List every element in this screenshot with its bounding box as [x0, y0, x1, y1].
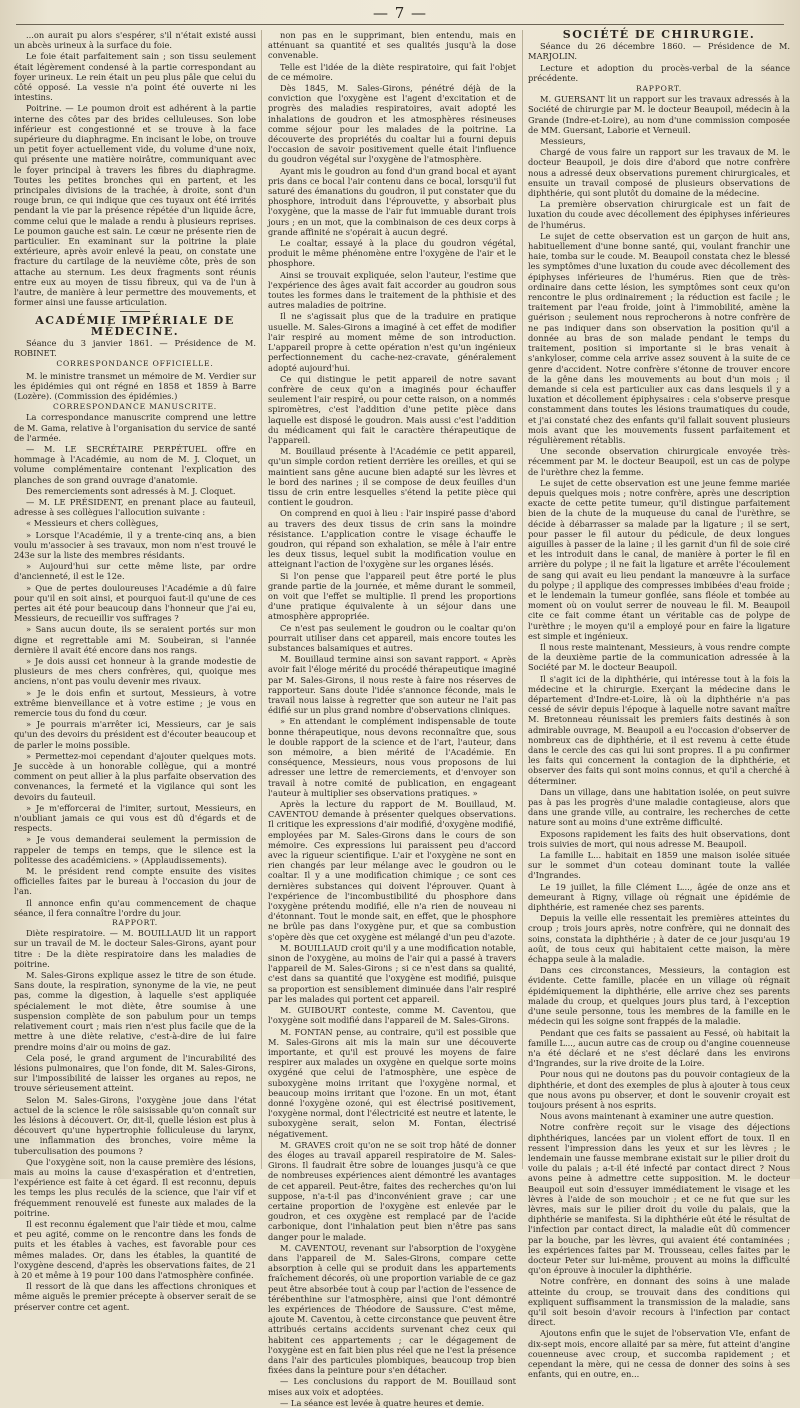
paragraph: Telle est l'idée de la diète respiratoire, qui fait l'objet de ce mémoire.: [268, 61, 516, 82]
paragraph: » Lorsque l'Académie, il y a trente-cinq ans, a bien voulu m'associer à ses travaux, mon nom n'est trouvé le 243e sur la liste des membres résidants.: [14, 529, 256, 560]
paragraph: Ce n'est pas seulement le goudron ou le coaltar qu'on pourrait utiliser dans cet appareil, mais encore toutes les substances balsamiques et autres.: [268, 622, 516, 653]
autopsy-report: [14, 30, 256, 307]
report-continuation: [268, 30, 516, 1408]
paragraph: Ce qui distingue le petit appareil de notre savant confrère de ceux qu'on a imaginés pour échauffer seulement l'air respiré, ou pour cette raison, on a nommés spiromètres, c'est l'addition d'une petite pièce dans laquelle est disposé le goudron. Mais aussi c'est l'addition du médicament qui fait le caractère thérapeutique de l'appareil.: [268, 373, 516, 445]
paragraph: » Que de pertes douloureuses l'Académie a dû faire pour qu'il en soit ainsi, et pourquoi faut-il qu'une de ces pertes ait été pour beaucoup dans l'honneur que j'ai eu, Messieurs, de recueillir vos suffrages ?: [14, 582, 256, 624]
paragraph: La famille L... habitait en 1859 une maison isolée située sur le sommet d'un coteau dominant toute la vallée d'Ingrandes.: [528, 850, 790, 881]
paragraph: Notre confrère reçoit sur le visage des déjections diphthériques, lancées par un violent effort de toux. Il en ressent l'impression dans les yeux et sur les lèvres ; le lendemain une fausse membrane existait sur le pilier droit du voile du palais ; a-t-il été infecté par contact direct ? Nous avons peine à admettre cette supposition. M. le docteur Beaupoil eut soin d'essuyer immédiatement le visage et les lèvres à l'aide de son mouchoir ; et ce ne fut que sur les lèvres, mais sur le pilier droit du voile du palais, que la diphthérie se manifesta. Si la diphthérie eût été le résultat de l'infection par contact direct, la maladie eût dû commencer par la bouche, par les lèvres, qui avaient été contaminées ; les expériences faites par M. Trousseau, celles faites par le docteur Peter sur lui-même, prouvent au moins la difficulté qu'on éprouve à inoculer la diphthérie.: [528, 1122, 790, 1276]
paragraph: Selon M. Sales-Girons, l'oxygène joue dans l'état actuel de la science le rôle saisissable qu'on connaît sur les lésions à découvert. Or, dit-il, quelle lésion est plus à découvert qu'une hypertrophie folliculeuse du larynx, une inflammation des bronches, voire même la tuberculisation des poumons ?: [14, 1094, 256, 1156]
section-divider: [120, 311, 150, 312]
paragraph: M. Bouillaud présente à l'Académie ce petit appareil, qu'un simple cordon retient derrière les oreilles, et qui se maintient sans gêne aucune bien adapté sur les lèvres et le bord des narines ; il se compose de deux feuilles d'un tissu de crin entre lesquelles s'étend la petite pièce qui contient le goudron.: [268, 446, 516, 508]
paragraph: Le foie était parfaitement sain ; son tissu seulement était légèrement condensé à la partie correspondant au foyer urineux. Le rein était un peu plus pâle que celui du côté opposé. La vessie n'a point été ouverte ni les intestins.: [14, 51, 256, 103]
page-folio: — 7 —: [372, 4, 428, 22]
paragraph: — M. LE PRÉSIDENT, en prenant place au fauteuil, adresse à ses collègues l'allocution suivante :: [14, 496, 256, 518]
paragraph: » Je m'efforcerai de l'imiter, surtout, Messieurs, en n'oubliant jamais ce qui vous est dû d'égards et de respects.: [14, 802, 256, 834]
header-rule: [16, 24, 784, 25]
paragraph: M. Sales-Girons explique assez le titre de son étude. Sans doute, la respiration, synonyme de la vie, ne peut pas, comme la digestion, à laquelle s'est appliquée spécialement le mot diète, être soumise à une suspension complète de son pabulum pour un temps relativement court ; mais rien n'est plus facile que de la mettre à une diète relative, c'est-à-dire de lui faire prendre moins d'air ou moins de gaz.: [14, 970, 256, 1052]
column-rule: [261, 30, 262, 1169]
paragraph: Poitrine. — Le poumon droit est adhérent à la partie interne des côtes par des brides celluleuses. Son lobe inférieur est congestionné et se trouve à la face supérieure du diaphragme. En incisant le lobe, on trouve un petit foyer actuellement vide, du volume d'une noix, qui présente une matière noirâtre, communiquant avec le foyer principal à travers les fibres du diaphragme. Toutes les petites bronches qui en partent, et les principales divisions de la trachée, à droite, sont d'un rouge brun, ce qui indique que ces tuyaux ont été irrités pendant la vie par la présence répétée d'un liquide âcre, comme celui que le malade a rendu à plusieurs reprises. Le poumon gauche est sain. Le cœur ne présente rien de particulier. En examinant sur la poitrine la plaie extérieure, après avoir enlevé la peau, on constate une fracture du cartilage de la neuvième côte, près de son attache au sternum. Les deux fragments sont réunis entre eux au moyen de tissu fibreux, qui va de l'un à l'autre, de manière à leur permettre des mouvements, et former ainsi une fausse articulation.: [14, 103, 256, 308]
paragraph: Une seconde observation chirurgicale envoyée très-récemment par M. le docteur Beaupoil, est un cas de polype de l'urèthre chez la femme.: [528, 446, 790, 477]
paragraph: » Je le dois enfin et surtout, Messieurs, à votre extrême bienveillance et à votre estime ; je vous en remercie tous du fond du cœur.: [14, 687, 256, 718]
left-column: [14, 30, 256, 1312]
official-correspondence-heading: CORRESPONDANCE OFFICIELLE.: [56, 359, 214, 369]
paragraph: Ajoutons enfin que le sujet de l'observation VIe, enfant de dix-sept mois, encore allaité par sa mère, fut atteint d'angine couenneuse avec croup, et succomba rapidement ; et cependant la mère, qui ne cessa de donner des soins à ses enfants, qui en outre, en...: [528, 1328, 790, 1380]
paragraph: » Sans aucun doute, ils se seraient portés sur mon digne et regrettable ami M. Soubeiran, si l'année dernière il avait été encore dans nos rangs.: [14, 624, 256, 655]
respiratory-diet-report: [14, 928, 256, 1312]
paragraph: Cela posé, le grand argument de l'incurabilité des lésions pulmonaires, que l'on fonde, dit M. Sales-Girons, sur l'impossibilité de laisser les organes au repos, ne trouve sérieusement atteint.: [14, 1052, 256, 1094]
paragraph: Il ressort de là que dans les affections chroniques et même aiguës le premier précepte à observer serait de se préserver contre cet agent.: [14, 1281, 256, 1312]
paragraph: — La séance est levée à quatre heures et demie.: [280, 1397, 485, 1408]
paragraph: Chargé de vous faire un rapport sur les travaux de M. le docteur Beaupoil, je dois dire d'abord que notre confrère nous a adressé deux observations purement chirurgicales, et ensuite un travail composé de plusieurs observations de diphthérie, qui sont plutôt du domaine de la médecine.: [528, 147, 790, 199]
paragraph: Dans un village, dans une habitation isolée, on peut suivre pas à pas les progrès d'une maladie contagieuse, alors que dans une grande ville, au contraire, les recherches de cette nature sont au moins d'une extrême difficulté.: [528, 786, 790, 828]
paragraph: Il annonce enfin qu'au commencement de chaque séance, il fera connaître l'ordre du jour.: [14, 897, 256, 918]
academy-session-line: Séance du 3 janvier 1861. — Présidence de M. ROBINET.: [14, 337, 256, 359]
society-session-line: Séance du 26 décembre 1860. — Présidence de M. MARJOLIN.: [528, 41, 790, 62]
paragraph: » Je pourrais m'arrêter ici, Messieurs, car je sais qu'un des devoirs du président est d'écouter beaucoup et de parler le moins possible.: [14, 719, 256, 750]
paragraph: On comprend en quoi à lieu : l'air inspiré passe d'abord au travers des deux tissus de crin sans la moindre résistance. L'application contre le visage échauffe le goudron, qui répand son exhalation, se mêle à l'air entre les deux tissus, lequel subit la modification voulue en atteignant l'action de l'oxygène sur les organes lésés.: [268, 508, 516, 570]
paragraph: La correspondance manuscrite comprend une lettre de M. Gama, relative à l'organisation du service de santé de l'armée.: [14, 412, 256, 443]
society-heading: SOCIÉTÉ DE CHIRURGIE.: [562, 28, 756, 41]
paragraph: » Aujourd'hui sur cette même liste, par ordre d'ancienneté, il est le 12e.: [14, 561, 256, 582]
paragraph: M. FONTAN pense, au contraire, qu'il est possible que M. Sales-Girons ait mis la main sur une découverte importante, et qu'il est prouvé les moyens de faire respirer aux malades un oxygène en quelque sorte moins oxygéné que celui de l'atmosphère, une espèce de suboxygène moins irritant que l'oxygène normal, et beaucoup moins irritant que l'ozone. En un mot, étant donné l'oxygène ozoné, qui est électrisé positivement, l'oxygène normal, dont l'électricité est neutre et latente, le suboxygène serait, selon M. Fontan, électrisé négativement.: [268, 1026, 517, 1139]
paragraph: » Je vous demanderai seulement la permission de rappeler de temps en temps, que le silence est la politesse des académiciens. » (Applaudissements).: [14, 834, 256, 865]
rapport-heading: RAPPORT.: [112, 918, 158, 928]
paragraph: Il ne s'agissait plus que de la traduire en pratique usuelle. M. Sales-Girons a imaginé à cet effet de modifier l'air respiré au moment même de son introduction. L'appareil propre à cette opération n'est qu'un ingénieux perfectionnement du cache-nez-cravate, généralement adopté aujourd'hui.: [268, 311, 516, 373]
paragraph: Ainsi se trouvait expliquée, selon l'auteur, l'estime que l'expérience des âges avait fait accorder au goudron sous toutes les formes dans le traitement de la phthisie et des autres maladies de poitrine.: [268, 269, 516, 311]
paragraph: non pas en le supprimant, bien entendu, mais en atténuant sa quantité et ses qualités jusqu'à la dose convenable.: [268, 30, 516, 61]
paragraph: Il nous reste maintenant, Messieurs, à vous rendre compte de la deuxième partie de la communication adressée à la Société par M. le docteur Beaupoil.: [528, 641, 790, 673]
paragraph: M. BOUILLAUD croit qu'il y a une modification notable, sinon de l'oxygène, au moins de l'air qui a passé à travers l'appareil de M. Sales-Girons ; si ce n'est dans sa qualité, c'est dans sa quantité que l'oxygène est modifié, puisque sa proportion est sensiblement diminuée dans l'air respiré par les malades qui portent cet appareil.: [268, 942, 516, 1004]
paragraph: Si l'on pense que l'appareil peut être porté le plus grande partie de la journée, et même durant le sommeil, on voit que l'effet se multiplie. Il prend les proportions d'une pratique équivalente à un séjour dans une atmosphère appropriée.: [268, 570, 516, 622]
paragraph: Pour nous qui ne doutons pas du pouvoir contagieux de la diphthérie, et dont des exemples de plus à ajouter à tous ceux que nous avons pu observer, et dont le souvenir croyait est toujours présent à nos esprits.: [528, 1069, 790, 1110]
right-column: [528, 28, 790, 1380]
manuscript-correspondence-heading: CORRESPONDANCE MANUSCRITE.: [52, 402, 218, 412]
paragraph: M. le président rend compte ensuite des visites officielles faites par le bureau à l'occasion du jour de l'an.: [14, 866, 256, 897]
paragraph: Il s'agit ici de la diphthérie, qui intéresse tout à la fois la médecine et la chirurgie. Exerçant la médecine dans le département d'Indre-et-Loire, là où la diphthérie n'a pas cessé de sévir depuis l'époque à laquelle notre savant maître M. Bretonneau réunissait les premiers faits destinés à son admirable ouvrage, M. Beaupoil a eu l'occasion d'observer de nombreux cas de diphthérie, et il est revenu à cette étude dans le cercle des cas qui lui sont propres. Il a pu confirmer les faits qui concernent la contagion de la diphthérie, et observer des faits qui sont moins connus, et qu'il a cherché à déterminer.: [528, 673, 790, 786]
paragraph: ...on aurait pu alors s'espérer, s'il n'était existé aussi un abcès urineux à la surface du foie.: [14, 30, 256, 51]
paragraph: M. CAVENTOU, revenant sur l'absorption de l'oxygène dans l'appareil de M. Sales-Girons, compare cette absorption à celle qui se produit dans les appartements fraîchement décorés, où une proportion variable de ce gaz peut être absorbée tout à coup par l'action de l'essence de térébenthine sur l'atmosphère, ainsi que l'ont démontré les expériences de Théodore de Saussure. C'est même, ajoute M. Caventou, à cette circonstance que peuvent être attribués certains accidents survenant chez ceux qui habitent ces appartements ; car le dégagement de l'oxygène est en fait bien plus réel que ne l'est la présence dans l'air des particules plombiques, beaucoup trop bien fixées dans la peinture pour s'en détacher.: [268, 1242, 516, 1376]
paragraph: Messieurs,: [540, 136, 586, 147]
paragraph: Nous avons maintenant à examiner une autre question.: [540, 1111, 774, 1122]
paragraph: » Je dois aussi cet honneur à la grande modestie de plusieurs de mes chers confrères, qui, quoique mes anciens, n'ont pas voulu devenir mes rivaux.: [14, 655, 256, 687]
paragraph: Il est reconnu également que l'air tiède et mou, calme et peu agité, comme on le rencontre dans les fonds de puits et les étables à vaches, est favorable pour ces mêmes malades. Or, dans les étables, la quantité de l'oxygène descend, d'après les observations faites, de 21 à 20 et même à 19 pour 100 dans l'atmosphère confinée.: [14, 1218, 256, 1280]
academy-heading: ACADÉMIE IMPÉRIALE DE MÉDECINE.: [35, 314, 235, 338]
paragraph: Le sujet de cette observation est une jeune femme mariée depuis quelques mois ; notre confrère, après une description exacte de cette petite tumeur, qu'il distingue parfaitement bien de la chute de la muqueuse du canal de l'urèthre, se décide à débarrasser sa malade par la ligature ; il se sert, pour passer le fil autour du pédicule, de deux longues aiguilles à passer de la laine ; il les garnit d'un fil de soie ciré et les introduit dans le canal, de manière à porter le fil en arrière du polype ; il ne fait la ligature et arrête l'écoulement de sang qui avait eu lieu pendant la manœuvre à la surface du polype ; il applique des compresses imbibées d'eau froide ; et le lendemain la tumeur gonflée, sans fléole et tombée au moment où on voulut serrer de nouveau le fil. M. Beaupoil cite ce fait comme étant un véritable cas de polype de l'urèthre ; le moyen qu'il a employé pour en faire la ligature est simple et ingénieux.: [528, 477, 790, 641]
paragraph: Le coaltar, essayé à la place du goudron végétal, produit le même phénomène entre l'oxygène de l'air et le phosphore.: [268, 238, 516, 269]
paragraph: M. GRAVES croit qu'on ne se soit trop hâté de donner des éloges au travail appareil respiratoire de M. Sales-Girons. Il faudrait être sobre de louanges jusqu'à ce que de nombreuses expériences aient démontré les avantages de cet appareil. Peut-être, faites des recherches qu'on lui suppose, n'a-t-il pas d'inconvénient grave ; car une certaine proportion de l'oxygène est enlevée par le goudron, et ces oxygène est remplacé par de l'acide carbonique, dont l'inhalation peut bien n'être pas sans danger pour le malade.: [268, 1139, 516, 1242]
society-rapport-heading: RAPPORT.: [636, 84, 682, 94]
paragraph: Que l'oxygène soit, non la cause première des lésions, mais au moins la cause d'exaspération et d'entretien, l'expérience est faite à cet égard. Il est reconnu, depuis les temps les plus reculés de la science, que l'air vif et fréquemment renouvelé est funeste aux malades de la poitrine.: [14, 1156, 256, 1218]
paragraph: La première observation chirurgicale est un fait de luxation du coude avec décollement des épiphyses inférieures de l'humérus.: [528, 199, 790, 230]
paragraph: Diète respiratoire. — M. BOUILLAUD lit un rapport sur un travail de M. le docteur Sales-Girons, ayant pour titre : De la diète respiratoire dans les maladies de poitrine.: [14, 928, 256, 969]
paragraph: Pendant que ces faits se passaient au Fessé, où habitait la famille L..., aucun autre cas de croup ou d'angine couenneuse n'a été déclaré et ne s'est déclaré dans les environs d'Ingrandes, sur la rive droite de la Loire.: [528, 1027, 790, 1069]
paragraph: Notre confrère, en donnant des soins à une malade atteinte du croup, se trouvait dans des conditions qui expliquent suffisamment la transmission de la maladie, sans qu'il soit besoin d'avoir recours à l'infection par contact direct.: [528, 1276, 790, 1328]
paragraph: Après la lecture du rapport de M. Bouillaud, M. CAVENTOU demande à présenter quelques observations. Il critique les expressions d'air modifié, d'oxygène modifié, employées par M. Sales-Girons dans le cours de son mémoire. Ces expressions lui paraissent peu d'accord avec la rigueur scientifique. L'air et l'oxygène ne sont en rien changés par leur mélange avec le goudron ou le coaltar. Il y a une modification chimique ; ce sont ces dernières substances qui doivent l'éprouver. Quant à l'expérience de l'incombustibilité du phosphore dans l'oxygène prétendu modifié, elle n'a rien de nouveau ni d'étonnant. Tout le monde sait, en effet, que le phosphore ne brûle pas dans l'oxygène pur, et que sa combustion s'opère dès que cet oxygène est mélangé d'un peu d'azote.: [268, 799, 516, 942]
middle-column: [268, 30, 517, 1408]
manuscript-correspondence: [14, 412, 256, 918]
column-rule: [522, 30, 523, 1169]
paragraph: Dans ces circonstances, Messieurs, la contagion est évidente. Cette famille, placée en un village où régnait épidémiquement la diphthérie, elle arrive chez ses parents malade du croup, et quelques jours plus tard, à l'exception d'une seule personne, tous les membres de la famille en le médecin qui les soigne sont frappés de la maladie.: [528, 965, 790, 1027]
paragraph: « Messieurs et chers collègues,: [26, 518, 159, 529]
paragraph: Exposons rapidement les faits des huit observations, dont trois suivies de mort, qui nous adresse M. Beaupoil.: [528, 828, 790, 849]
minutes-note: Lecture et adoption du procès-verbal de la séance précédente.: [528, 62, 790, 83]
paragraph: Dès 1845, M. Sales-Girons, pénétré déjà de la conviction que l'oxygène est l'agent d'excitation et de progrès des maladies respiratoires, avait adopté les inhalations de goudron et les atmosphères résineuses comme séjour pour les malades de la poitrine. La découverte des propriétés du coaltar lui a fourni depuis l'occasion de savoir positivement quelle était l'influence du goudron végétal sur l'oxygène de l'atmosphère.: [268, 83, 516, 165]
official-correspondence-text: M. le ministre transmet un mémoire de M. Verdier sur les épidémies qui ont régné en 1858 et 1859 à Barre (Lozère). (Commission des épidémies.): [14, 370, 256, 401]
guersant-report: [528, 94, 790, 1379]
paragraph: Des remerciements sont adressés à M. J. Cloquet.: [26, 485, 236, 496]
paragraph: M. GUERSANT lit un rapport sur les travaux adressés à la Société de chirurgie par M. le docteur Beaupoil, médecin à la Grande (Indre-et-Loire), au nom d'une commission composée de MM. Guersant, Laborie et Verneuil.: [528, 94, 790, 135]
paragraph: » Permettez-moi cependant d'ajouter quelques mots. Je succède à un honorable collègue, qui a montré comment on peut allier à la plus parfaite observation des convenances, la fermeté et la vigilance qui sont les devoirs du fauteuil.: [14, 750, 256, 802]
paragraph: » En attendant le complément indispensable de toute bonne thérapeutique, nous devons reconnaître que, sous le double rapport de la science et de l'art, l'auteur, dans son mémoire, a bien mérité de l'Académie. En conséquence, Messieurs, nous vous proposons de lui adresser une lettre de remerciements, et d'envoyer son travail à notre comité de publication, en engageant l'auteur à multiplier ses observations pratiques. »: [268, 716, 516, 798]
paragraph: Depuis la veille elle ressentait les premières atteintes du croup ; trois jours après, notre confrère, qui ne donnait des soins, constata la diphthérie ; à dater de ce jour jusqu'au 19 août, de tous ceux qui habitaient cette maison, la mère échappa seule à la maladie.: [528, 913, 790, 965]
paragraph: Ayant mis le goudron au fond d'un grand bocal et ayant pris dans ce bocal l'air contenu dans ce bocal, lorsqu'il fut saturé des émanations du goudron, il put constater que du phosphore, introduit dans l'éprouvette, y absorbait plus l'oxygène, que la masse de l'air fut immuable durant trois jours ; en un mot, que la combinaison de ces deux corps à grande affinité ne s'opérait à aucun degré.: [268, 165, 516, 237]
paragraph: M. GUIBOURT conteste, comme M. Caventou, que l'oxygène soit modifié dans l'appareil de M. Sales-Girons.: [268, 1005, 516, 1026]
paragraph: — M. LE SECRÉTAIRE PERPÉTUEL offre en hommage à l'Académie, au nom de M. J. Cloquet, un volume complémentaire contenant l'explication des planches de son grand ouvrage d'anatomie.: [14, 443, 256, 485]
paragraph: Le 19 juillet, la fille Clément L..., âgée de onze ans et demeurant à Rigny, village où régnait une épidémie de diphthérie, est ramenée chez ses parents.: [528, 881, 790, 913]
paragraph: Le sujet de cette observation est un garçon de huit ans, habituellement d'une bonne santé, qui, voulant franchir une haie, tomba sur le coude. M. Beaupoil constata chez le blessé les symptômes d'une luxation du coude avec décollement des épiphyses inférieures de l'humérus. Rien que de très-ordinaire dans cette lésion, les symptômes sont ceux qu'on rencontre le plus ordinairement ; la réduction est facile ; le traitement par l'eau froide, joint à l'immobilité, amène la guérison ; seulement nous reprocherons à notre confrère de ne pas indiquer dans son observation la position qu'il a donnée au bras de son malade pendant le temps du traitement, position si importante si le bras venait à s'ankyloser, comme cela arrive assez souvent à la suite de ce genre d'accident. Notre confrère s'étonne de trouver encore de la gêne dans les mouvements au bout d'un mois ; il demande si cela est particulier aux cas dans lesquels il y a luxation et décollement épiphysaires : cela s'observe presque constamment dans toutes les lésions traumatiques du coude, et j'ai constaté chez des enfants qu'il fallait souvent plusieurs mois avant que les mouvements fussent parfaitement et régulièrement rétablis.: [528, 230, 790, 445]
paragraph: — Les conclusions du rapport de M. Bouillaud sont mises aux voix et adoptées.: [268, 1376, 516, 1397]
paragraph: M. Bouillaud termine ainsi son savant rapport. « Après avoir fait l'éloge mérité du procédé thérapeutique imaginé par M. Sales-Girons, il nous reste à faire nos réserves de rapporteur. Sans doute l'idée s'annonce féconde, mais le travail nous laisse à regretter que son auteur ne l'ait pas édifié sur un plus grand nombre d'observations cliniques.: [268, 654, 516, 716]
